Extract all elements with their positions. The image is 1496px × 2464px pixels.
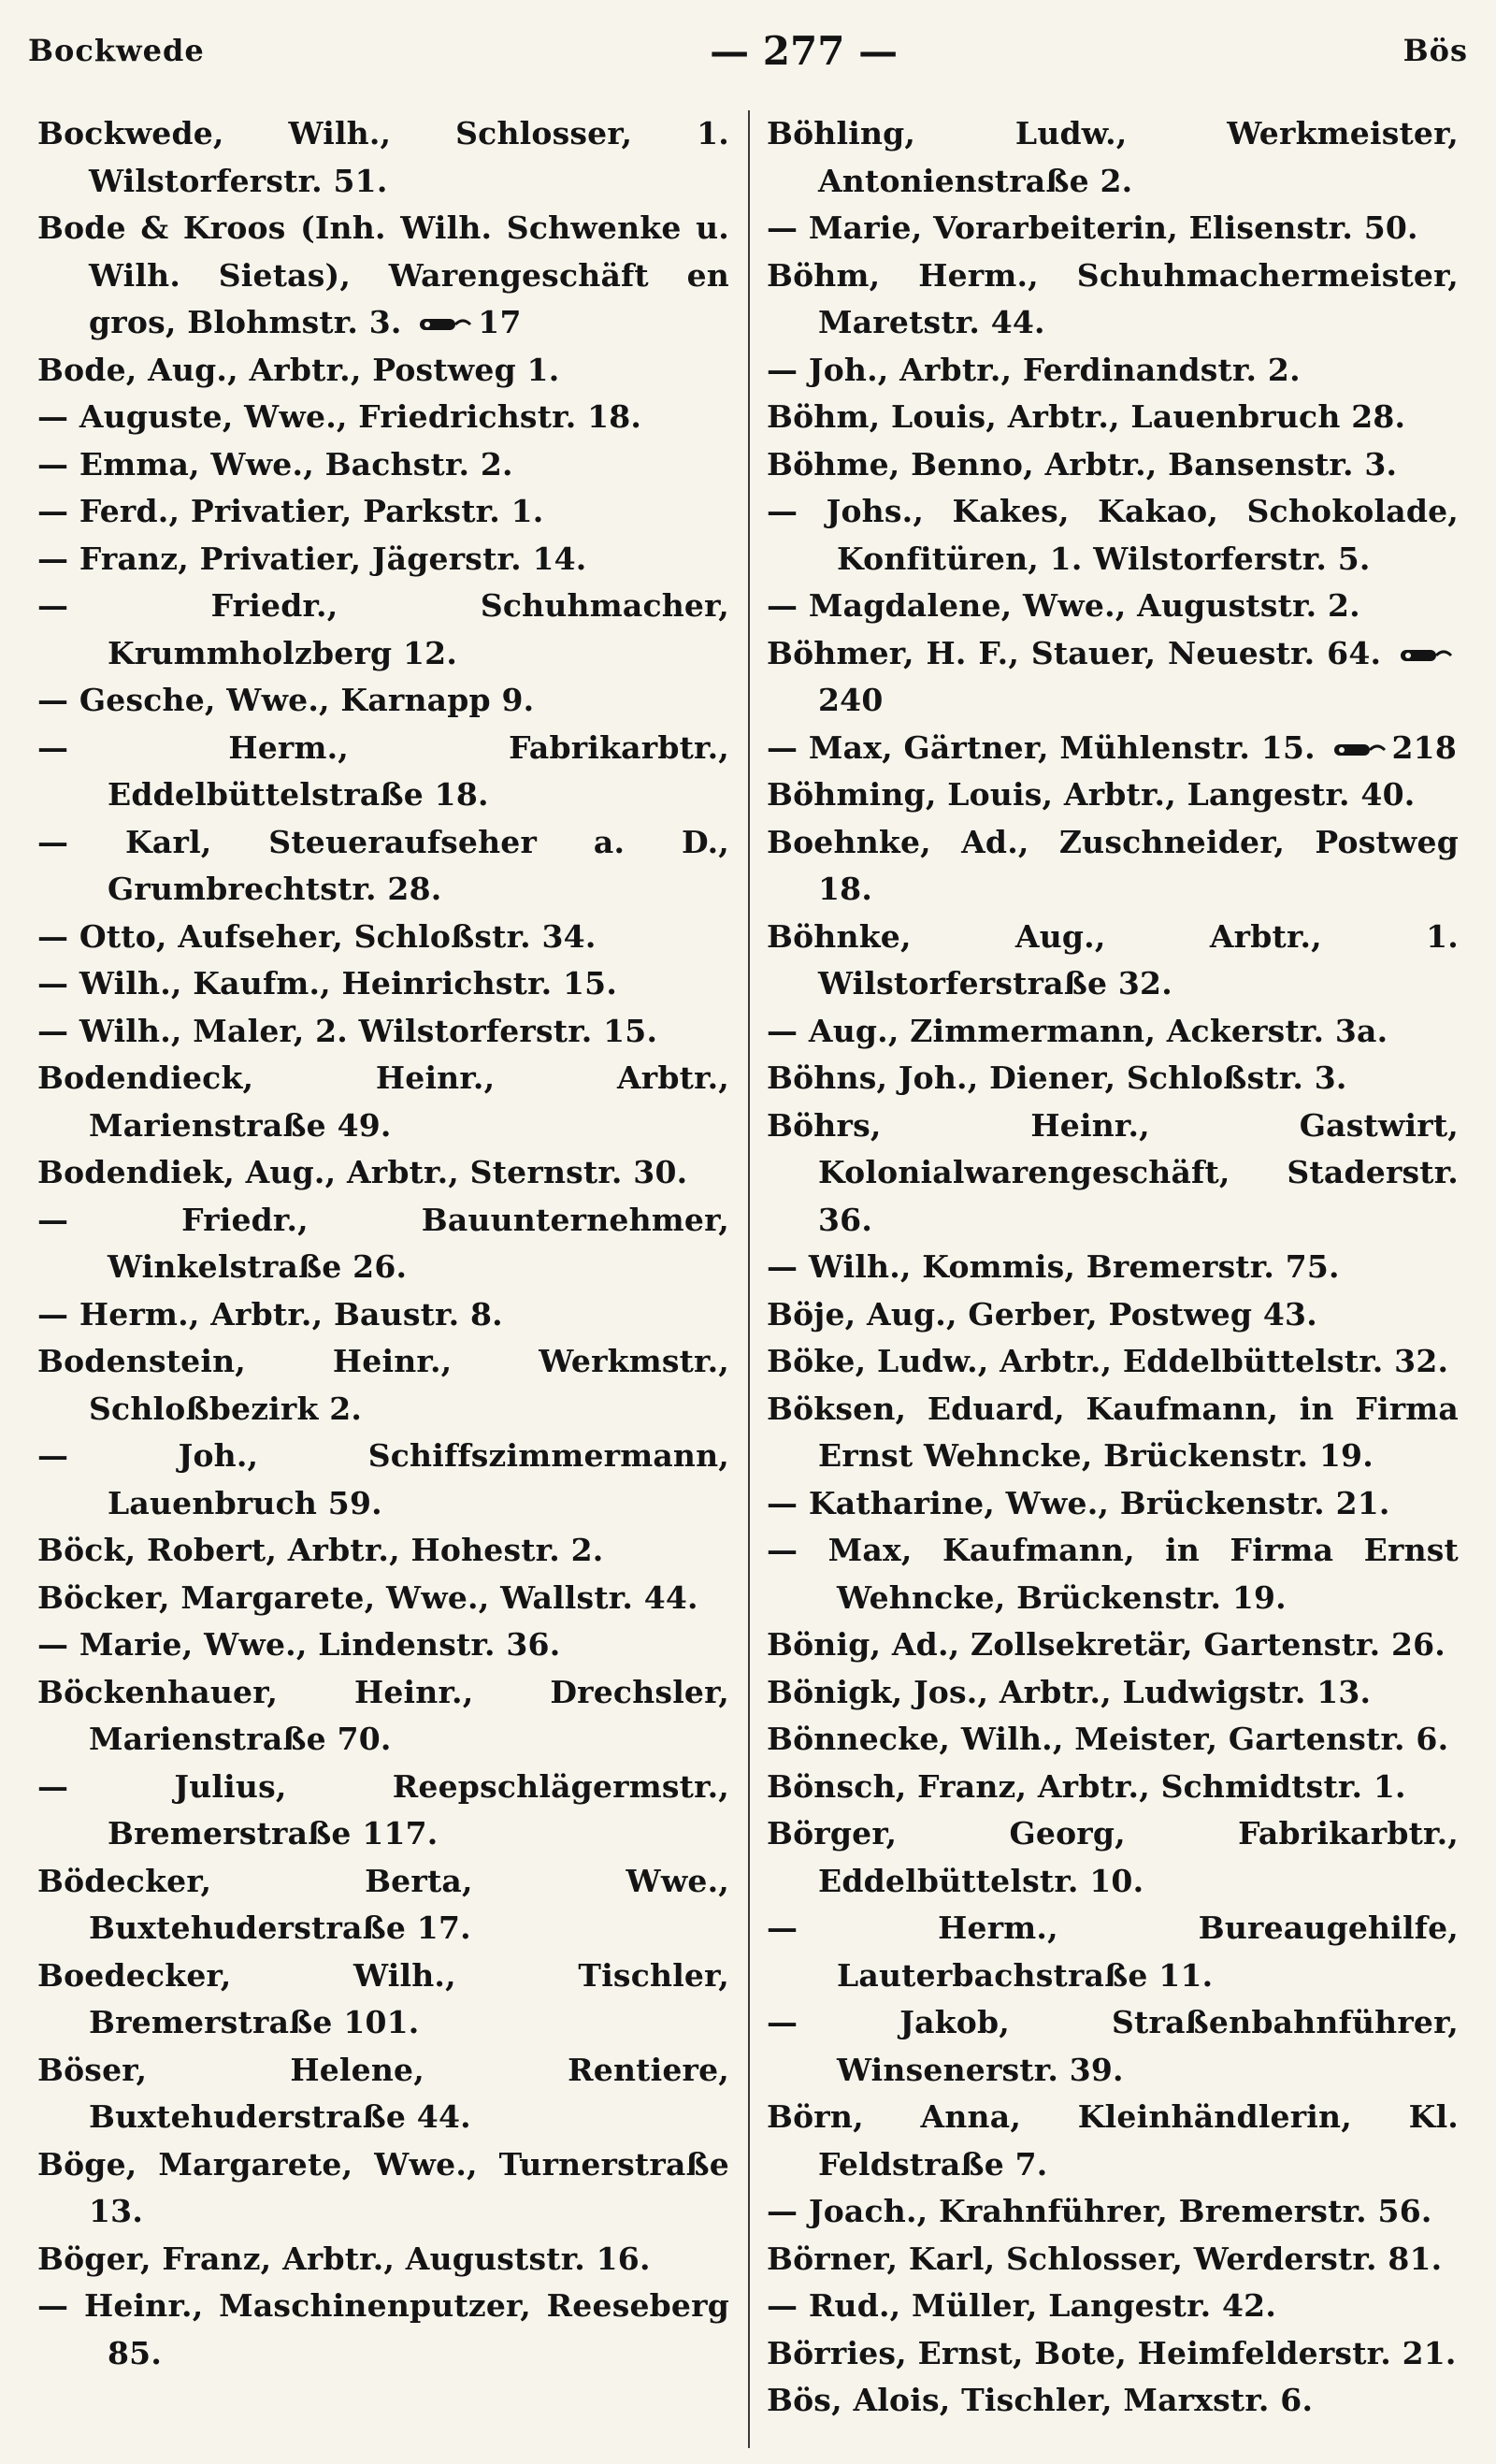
header-right-keyword: Bös — [1402, 33, 1468, 68]
directory-entry — [767, 347, 1459, 395]
entry-text: Böhme, Benno, Arbtr., Bansenstr. 3. — [767, 445, 1398, 483]
entry-text: — Heinr., Maschinenputzer, Reeseberg 85. — [37, 2287, 729, 2371]
entry-text: Böcker, Margarete, Wwe., Wallstr. 44. — [37, 1578, 698, 1616]
entry-text: Böhns, Joh., Diener, Schloßstr. 3. — [767, 1059, 1347, 1096]
directory-entry — [767, 1102, 1459, 1245]
entry-text: — Max, Kaufmann, in Firma Ernst Wehncke, Brückenstr. 19. — [767, 1532, 1459, 1616]
directory-entry — [37, 441, 729, 489]
directory-entry — [37, 536, 729, 584]
directory-entry — [37, 1669, 729, 1764]
entry-text: — Wilh., Kaufm., Heinrichstr. 15. — [37, 965, 618, 1001]
directory-entry — [767, 1669, 1459, 1717]
entry-text: Boedecker, Wilh., Tischler, Bremerstraße 101. — [37, 1956, 729, 2040]
directory-entry — [37, 1055, 729, 1149]
entry-text: Böge, Margarete, Wwe., Turnerstraße 13. — [37, 2145, 729, 2229]
right-column — [750, 110, 1468, 2448]
directory-entry — [37, 725, 729, 819]
entry-text: Bönigk, Jos., Arbtr., Ludwigstr. 13. — [767, 1673, 1372, 1710]
entry-text: — Friedr., Bauunternehmer, Winkelstraße 26. — [37, 1201, 729, 1285]
directory-entry — [37, 960, 729, 1008]
entry-text: Böke, Ludw., Arbtr., Eddelbüttelstr. 32. — [767, 1343, 1449, 1379]
entry-text: Boehnke, Ad., Zuschneider, Postweg 18. — [767, 823, 1459, 907]
entry-text: Börger, Georg, Fabrikarbtr., Eddelbüttelstr. 10. — [767, 1815, 1459, 1899]
directory-entry — [767, 2377, 1459, 2425]
directory-entry — [767, 771, 1459, 819]
directory-entry — [767, 1008, 1459, 1056]
entry-text: Bönsch, Franz, Arbtr., Schmidtstr. 1. — [767, 1767, 1406, 1805]
directory-entry — [37, 205, 729, 347]
entry-text: Bodenstein, Heinr., Werkmstr., Schloßbezirk 2. — [37, 1343, 729, 1427]
entry-text: Böhm, Louis, Arbtr., Lauenbruch 28. — [767, 398, 1406, 435]
entry-text: Bönnecke, Wilh., Meister, Gartenstr. 6. — [767, 1721, 1449, 1757]
directory-entry — [37, 347, 729, 395]
entry-text: Böhm, Herm., Schuhmachermeister, Maretstr. 44. — [767, 256, 1459, 340]
directory-entry — [767, 1999, 1459, 2094]
phone-number-value: 17 — [478, 304, 522, 340]
directory-entry — [767, 441, 1459, 489]
entry-text: — Auguste, Wwe., Friedrichstr. 18. — [37, 398, 642, 435]
directory-entry — [767, 2236, 1459, 2284]
entry-text: — Wilh., Maler, 2. Wilstorferstr. 15. — [37, 1012, 658, 1049]
page-number: — 277 — — [710, 27, 899, 74]
directory-entry — [767, 2094, 1459, 2188]
directory-entry — [37, 819, 729, 914]
left-column — [28, 110, 748, 2448]
directory-entry — [37, 1149, 729, 1197]
entry-text: Bodendiek, Aug., Arbtr., Sternstr. 30. — [37, 1154, 688, 1190]
directory-entry — [37, 1433, 729, 1527]
directory-entry — [767, 1055, 1459, 1102]
directory-entry — [767, 725, 1459, 772]
entry-text: — Wilh., Kommis, Bremerstr. 75. — [767, 1248, 1340, 1285]
entry-text: — Friedr., Schuhmacher, Krummholzberg 12. — [37, 587, 729, 671]
directory-entry — [767, 1810, 1459, 1905]
directory-entry — [767, 394, 1459, 441]
directory-entry — [37, 1527, 729, 1575]
entry-text: — Julius, Reepschlägermstr., Bremerstraße 117. — [37, 1767, 729, 1852]
telephone-icon — [1332, 739, 1387, 761]
phone-number-value: 240 — [818, 682, 884, 718]
entry-text: — Gesche, Wwe., Karnapp 9. — [37, 682, 535, 718]
directory-entry — [767, 1716, 1459, 1764]
entry-text: — Johs., Kakes, Kakao, Schokolade, Konfitüren, 1. Wilstorferstr. 5. — [767, 493, 1459, 577]
entry-text: — Ferd., Privatier, Parkstr. 1. — [37, 493, 544, 529]
page-header — [28, 24, 1468, 77]
entry-text: Böhmer, H. F., Stauer, Neuestr. 64. — [767, 634, 1382, 671]
directory-entry — [767, 2283, 1459, 2330]
directory-entry — [767, 1291, 1459, 1339]
directory-entry — [767, 1386, 1459, 1480]
directory-entry — [767, 1764, 1459, 1811]
entry-text: — Franz, Privatier, Jägerstr. 14. — [37, 540, 587, 577]
entry-text: Börner, Karl, Schlosser, Werderstr. 81. — [767, 2240, 1443, 2277]
phone-number — [412, 304, 521, 340]
entry-text: — Joach., Krahnführer, Bremerstr. 56. — [767, 2193, 1432, 2229]
entry-text: — Rud., Müller, Langestr. 42. — [767, 2287, 1277, 2324]
entry-text: Bönig, Ad., Zollsekretär, Gartenstr. 26. — [767, 1626, 1446, 1663]
directory-entry — [37, 1338, 729, 1433]
entry-text: — Joh., Arbtr., Ferdinandstr. 2. — [767, 351, 1301, 388]
entry-text: — Herm., Arbtr., Baustr. 8. — [37, 1295, 503, 1333]
directory-entry — [767, 819, 1459, 914]
entry-text: Bös, Alois, Tischler, Marxstr. 6. — [767, 2382, 1314, 2418]
directory-entry — [37, 2141, 729, 2236]
directory-entry — [37, 2047, 729, 2141]
entry-text: — Marie, Wwe., Lindenstr. 36. — [37, 1626, 561, 1663]
directory-entry — [37, 110, 729, 205]
directory-entry — [37, 1858, 729, 1952]
entry-text: — Otto, Aufseher, Schloßstr. 34. — [37, 917, 597, 955]
entry-text: — Herm., Fabrikarbtr., Eddelbüttelstraße 18. — [37, 728, 729, 813]
directory-entry — [767, 205, 1459, 252]
directory-entry — [767, 914, 1459, 1008]
entry-text: — Emma, Wwe., Bachstr. 2. — [37, 445, 513, 483]
directory-entry — [37, 583, 729, 677]
entry-text: — Katharine, Wwe., Brückenstr. 21. — [767, 1484, 1390, 1521]
directory-entry — [37, 1008, 729, 1056]
phone-number-value: 218 — [1391, 728, 1457, 766]
directory-entry — [37, 677, 729, 725]
directory-entry — [37, 1764, 729, 1858]
directory-entry — [37, 1621, 729, 1669]
directory-columns — [28, 110, 1468, 2448]
directory-entry — [767, 110, 1459, 205]
entry-text: Böje, Aug., Gerber, Postweg 43. — [767, 1295, 1317, 1333]
directory-entry — [37, 2283, 729, 2377]
directory-entry — [767, 2330, 1459, 2378]
telephone-icon — [1399, 644, 1453, 667]
directory-entry — [767, 1338, 1459, 1386]
directory-entry — [767, 1905, 1459, 1999]
directory-entry — [37, 1291, 729, 1339]
header-left-keyword: Bockwede — [28, 33, 205, 68]
entry-text: Böhming, Louis, Arbtr., Langestr. 40. — [767, 776, 1416, 813]
entry-text: — Aug., Zimmermann, Ackerstr. 3a. — [767, 1012, 1388, 1049]
entry-text: — Karl, Steueraufseher a. D., Grumbrechtstr. 28. — [37, 823, 729, 907]
entry-text: Bodendieck, Heinr., Arbtr., Marienstraße 49. — [37, 1059, 729, 1144]
phone-number — [1327, 729, 1457, 766]
entry-text: — Magdalene, Wwe., Auguststr. 2. — [767, 587, 1360, 624]
entry-text: Börn, Anna, Kleinhändlerin, Kl. Feldstraße 7. — [767, 2098, 1459, 2183]
directory-entry — [37, 394, 729, 441]
entry-text: Böhnke, Aug., Arbtr., 1. Wilstorferstraße 32. — [767, 917, 1459, 1001]
entry-text: Bödecker, Berta, Wwe., Buxtehuderstraße 17. — [37, 1862, 729, 1946]
directory-entry — [37, 2236, 729, 2284]
entry-text: — Joh., Schiffszimmermann, Lauenbruch 59. — [37, 1437, 729, 1521]
directory-entry — [767, 488, 1459, 583]
directory-entry — [767, 252, 1459, 347]
entry-text: Bode, Aug., Arbtr., Postweg 1. — [37, 351, 560, 388]
directory-entry — [767, 1621, 1459, 1669]
entry-text: Börries, Ernst, Bote, Heimfelderstr. 21. — [767, 2334, 1457, 2371]
entry-text: — Herm., Bureaugehilfe, Lauterbachstraße 11. — [767, 1909, 1459, 1994]
entry-text: — Max, Gärtner, Mühlenstr. 15. — [767, 728, 1316, 766]
directory-entry — [37, 1575, 729, 1622]
directory-entry — [767, 583, 1459, 630]
directory-entry — [767, 1480, 1459, 1528]
entry-text: Böckenhauer, Heinr., Drechsler, Marienstraße 70. — [37, 1673, 729, 1757]
directory-entry — [767, 630, 1459, 725]
directory-entry — [767, 2188, 1459, 2236]
directory-entry — [37, 488, 729, 536]
directory-entry — [37, 1197, 729, 1291]
entry-text: — Marie, Vorarbeiterin, Elisenstr. 50. — [767, 209, 1418, 246]
entry-text: Böser, Helene, Rentiere, Buxtehuderstraße 44. — [37, 2051, 729, 2135]
entry-text: — Jakob, Straßenbahnführer, Winsenerstr. 39. — [767, 2004, 1459, 2088]
entry-text: Böck, Robert, Arbtr., Hohestr. 2. — [37, 1532, 604, 1568]
directory-entry — [767, 1527, 1459, 1621]
entry-text: Böhling, Ludw., Werkmeister, Antonienstraße 2. — [767, 115, 1459, 199]
entry-text: Böhrs, Heinr., Gastwirt, Kolonialwarengeschäft, Staderstr. 36. — [767, 1106, 1459, 1238]
entry-text: Böksen, Eduard, Kaufmann, in Firma Ernst Wehncke, Brückenstr. 19. — [767, 1390, 1459, 1474]
entry-text: Böger, Franz, Arbtr., Auguststr. 16. — [37, 2240, 651, 2277]
entry-text: Bode & Kroos (Inh. Wilh. Schwenke u. Wilh. Sietas), Warengeschäft en gros, Blohmstr. 3. — [37, 209, 729, 340]
telephone-icon — [418, 313, 472, 336]
entry-text: Bockwede, Wilh., Schlosser, 1. Wilstorferstr. 51. — [37, 115, 729, 199]
directory-entry — [37, 914, 729, 961]
directory-entry — [37, 1952, 729, 2047]
directory-entry — [767, 1244, 1459, 1291]
